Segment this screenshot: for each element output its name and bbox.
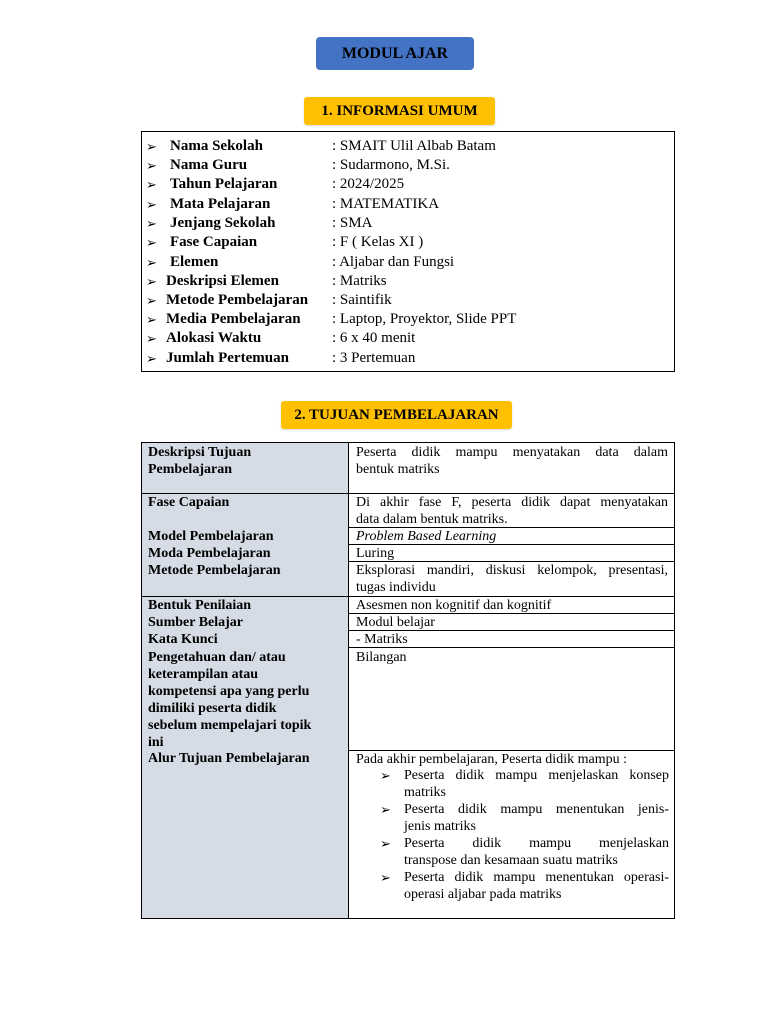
info-value: : Matriks [332, 273, 387, 289]
info-value: : 3 Pertemuan [332, 350, 416, 366]
arrow-bullet-icon: ➢ [146, 255, 157, 270]
info-label: Jumlah Pertemuan [166, 350, 289, 366]
label-deskripsi-tujuan: Deskripsi Tujuan Pembelajaran [148, 445, 252, 477]
value-bentuk-penilaian: Asesmen non kognitif dan kognitif [356, 598, 552, 613]
info-label: Media Pembelajaran [166, 311, 301, 327]
alur-list-item: Peserta didik mampu menjelaskan transpose dan kesamaan suatu matriks [404, 836, 669, 868]
arrow-bullet-icon: ➢ [146, 351, 157, 366]
value-kata-kunci: - Matriks [356, 632, 408, 647]
label-kata-kunci: Kata Kunci [148, 632, 218, 647]
arrow-bullet-icon: ➢ [146, 197, 157, 212]
arrow-bullet-icon: ➢ [146, 293, 157, 308]
value-metode-pembelajaran: Eksplorasi mandiri, diskusi kelompok, presentasi, tugas individu [356, 563, 668, 595]
info-value: : Laptop, Proyektor, Slide PPT [332, 311, 517, 327]
alur-list-item: Peserta didik mampu menentukan jenis- jenis matriks [404, 802, 669, 834]
info-row-mata-pelajaran [142, 195, 672, 214]
info-label: Fase Capaian [170, 234, 258, 250]
info-row-fase-capaian [142, 233, 672, 252]
arrow-bullet-icon: ➢ [146, 158, 157, 173]
info-value: : 6 x 40 menit [332, 330, 416, 346]
label-metode-pembelajaran: Metode Pembelajaran [148, 563, 281, 578]
info-value: : Sudarmono, M.Si. [332, 157, 450, 173]
info-row-tahun-pelajaran [142, 175, 672, 194]
document-title: MODUL AJAR [316, 37, 474, 70]
label-alur-tujuan: Alur Tujuan Pembelajaran [148, 751, 310, 766]
info-row-jenjang-sekolah [142, 214, 672, 233]
info-row-nama-sekolah [142, 137, 672, 156]
info-row-elemen [142, 253, 672, 272]
label-fase-capaian: Fase Capaian [148, 495, 230, 510]
label-bentuk-penilaian: Bentuk Penilaian [148, 598, 252, 613]
arrow-bullet-icon: ➢ [380, 768, 391, 783]
arrow-bullet-icon: ➢ [380, 870, 391, 885]
info-row-jumlah-pertemuan [142, 349, 672, 368]
arrow-bullet-icon: ➢ [146, 312, 157, 327]
info-label: Nama Guru [170, 157, 248, 173]
value-alur-intro: Pada akhir pembelajaran, Peserta didik mampu : [356, 752, 627, 767]
label-sumber-belajar: Sumber Belajar [148, 615, 244, 630]
info-label: Alokasi Waktu [166, 330, 262, 346]
arrow-bullet-icon: ➢ [380, 802, 391, 817]
info-value: : Saintifik [332, 292, 392, 308]
label-moda-pembelajaran: Moda Pembelajaran [148, 546, 271, 561]
section-tujuan-pembelajaran-heading: 2. TUJUAN PEMBELAJARAN [281, 401, 512, 429]
arrow-bullet-icon: ➢ [146, 235, 157, 250]
section-informasi-umum-heading: 1. INFORMASI UMUM [304, 97, 495, 125]
info-label: Elemen [170, 254, 219, 270]
info-row-metode-pembelajaran [142, 291, 672, 310]
info-row-nama-guru [142, 156, 672, 175]
arrow-bullet-icon: ➢ [146, 216, 157, 231]
info-label: Jenjang Sekolah [170, 215, 276, 231]
informasi-umum-box [141, 131, 675, 372]
info-value: : F ( Kelas XI ) [332, 234, 424, 250]
arrow-bullet-icon: ➢ [380, 836, 391, 851]
info-row-media-pembelajaran [142, 310, 672, 329]
alur-list-item: Peserta didik mampu menentukan operasi- operasi aljabar pada matriks [404, 870, 669, 902]
value-model-pembelajaran: Problem Based Learning [356, 529, 497, 544]
info-label: Deskripsi Elemen [166, 273, 279, 289]
value-fase-capaian: Di akhir fase F, peserta didik dapat menyatakan data dalam bentuk matriks. [356, 495, 668, 527]
info-value: : MATEMATIKA [332, 196, 440, 212]
info-value: : 2024/2025 [332, 176, 405, 192]
info-row-alokasi-waktu [142, 329, 672, 348]
value-moda-pembelajaran: Luring [356, 546, 395, 561]
arrow-bullet-icon: ➢ [146, 331, 157, 346]
arrow-bullet-icon: ➢ [146, 139, 157, 154]
info-value: : SMA [332, 215, 373, 231]
info-label: Nama Sekolah [170, 138, 263, 154]
tujuan-pembelajaran-table [141, 442, 675, 919]
label-model-pembelajaran: Model Pembelajaran [148, 529, 274, 544]
arrow-bullet-icon: ➢ [146, 177, 157, 192]
info-label: Metode Pembelajaran [166, 292, 309, 308]
info-value: : Aljabar dan Fungsi [332, 254, 455, 270]
label-prasyarat: Pengetahuan dan/ atau keterampilan atau kompetensi apa yang perlu dimiliki peserta didik sebelum mempelajari topik ini [148, 650, 312, 750]
value-sumber-belajar: Modul belajar [356, 615, 435, 630]
info-label: Mata Pelajaran [170, 196, 271, 212]
value-deskripsi-tujuan: Peserta didik mampu menyatakan data dalam bentuk matriks [356, 445, 668, 477]
info-value: : SMAIT Ulil Albab Batam [332, 138, 496, 154]
arrow-bullet-icon: ➢ [146, 274, 157, 289]
info-label: Tahun Pelajaran [170, 176, 278, 192]
value-prasyarat: Bilangan [356, 650, 407, 665]
alur-list-item: Peserta didik mampu menjelaskan konsep matriks [404, 768, 669, 800]
info-row-deskripsi-elemen [142, 272, 672, 291]
